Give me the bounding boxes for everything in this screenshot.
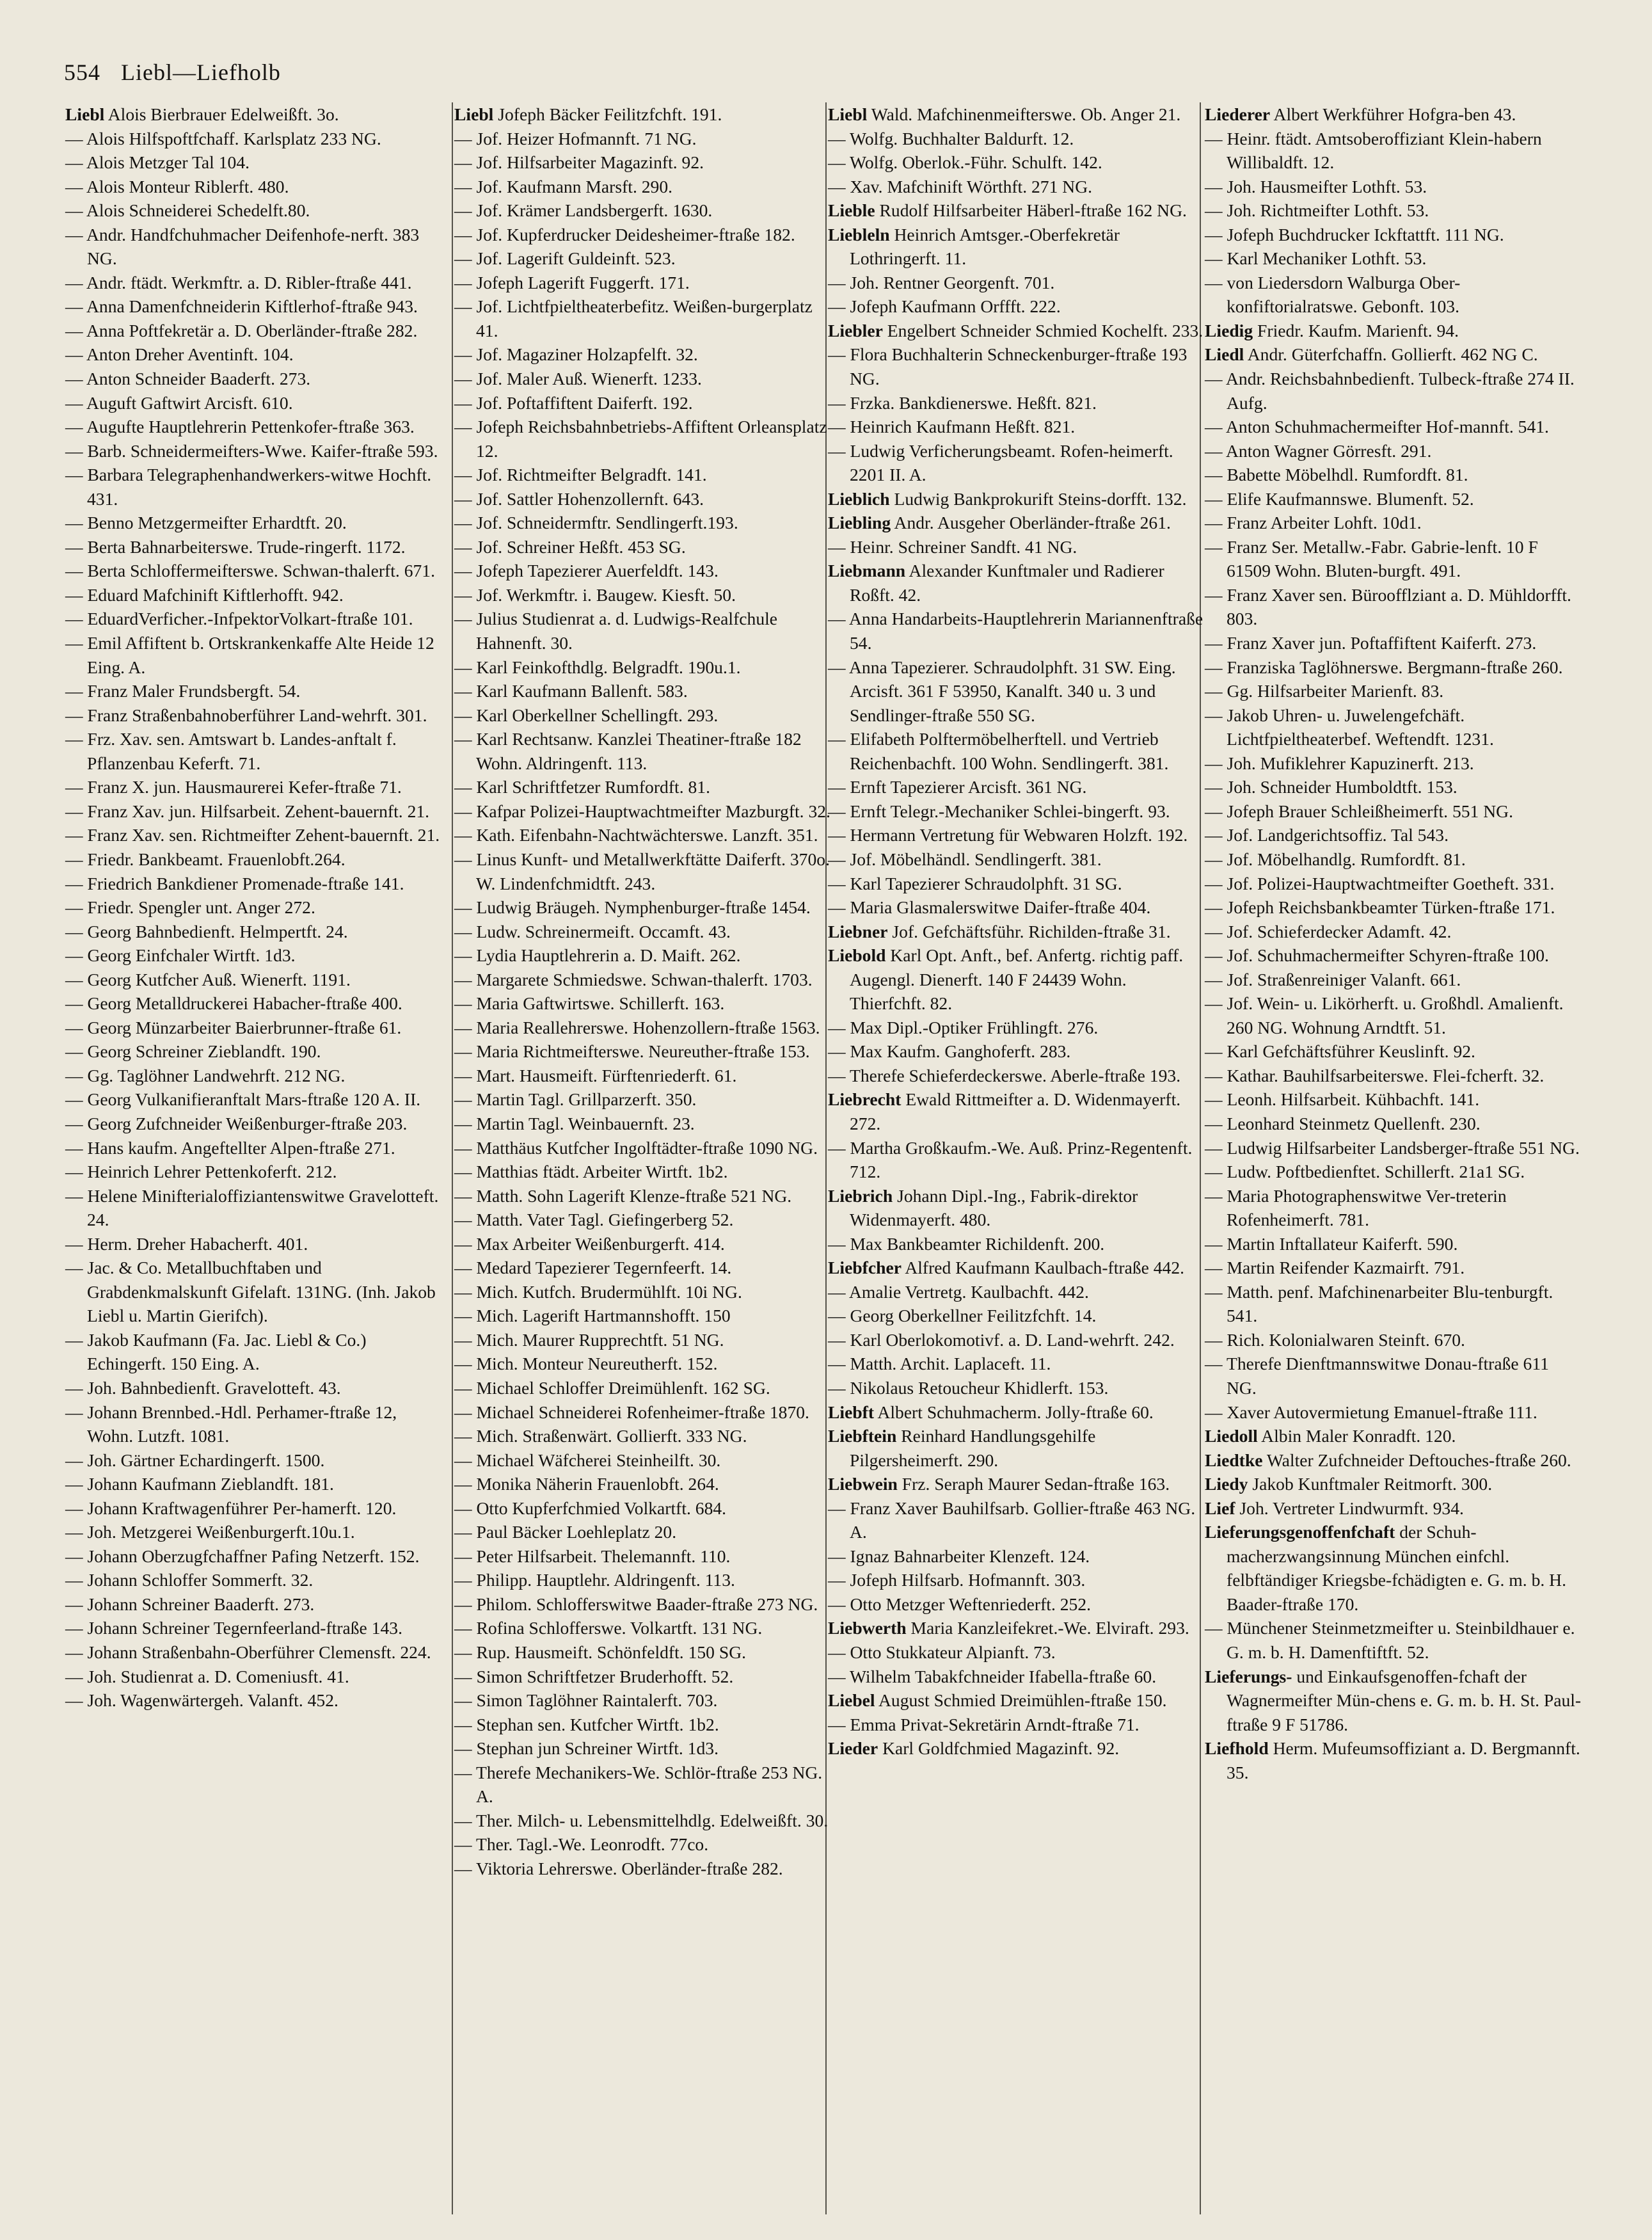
directory-entry: Liebrich Johann Dipl.-Ing., Fabrik-direktor Widenmayerft. 480. bbox=[828, 1185, 1138, 1230]
directory-entry: — Jof. Hilfsarbeiter Magazinft. 92. bbox=[454, 152, 704, 173]
directory-entry: — Franz Xaver Bauhilfsarb. Gollier-ftraße 463 NG. A. bbox=[828, 1498, 1196, 1542]
directory-entry: Liebwein Frz. Seraph Maurer Sedan-ftraße 163. bbox=[828, 1474, 1170, 1494]
directory-entry: — Ludw. Poftbedienftet. Schillerft. 21a1 SG. bbox=[1205, 1162, 1525, 1182]
directory-entry: — Ludwig Verficherungsbeamt. Rofen-heimerft. 2201 II. A. bbox=[828, 440, 1173, 485]
directory-entry: — Karl Rechtsanw. Kanzlei Theatiner-ftraße 182 Wohn. Aldringenft. 113. bbox=[454, 729, 802, 773]
directory-entry: — Jof. Schuhmachermeifter Schyren-ftraße 100. bbox=[1205, 945, 1549, 966]
surname-heading: Liebftein bbox=[828, 1426, 897, 1446]
directory-entry: — Franz Xav. sen. Richtmeifter Zehent-bauernft. 21. bbox=[65, 825, 440, 845]
directory-entry: — Andr. Handfchuhmacher Deifenhofe-nerft. 383 NG. bbox=[65, 224, 420, 269]
directory-entry: Liebleln Heinrich Amtsger.-Oberfekretär Lothringerft. 11. bbox=[828, 224, 1120, 269]
directory-entry: — Jof. Poftaffiftent Daiferft. 192. bbox=[454, 392, 693, 413]
directory-entry: — Simon Schriftfetzer Bruderhofft. 52. bbox=[454, 1666, 734, 1686]
directory-entry: — Therefe Dienftmannswitwe Donau-ftraße 611 NG. bbox=[1205, 1354, 1549, 1398]
directory-entry: — Ther. Milch- u. Lebensmittelhdlg. Edelweißft. 30. bbox=[454, 1810, 829, 1830]
directory-entry: — Joh. Schneider Humboldtft. 153. bbox=[1205, 777, 1457, 797]
directory-entry: — Gg. Hilfsarbeiter Marienft. 83. bbox=[1205, 681, 1444, 701]
directory-entry: Liebwerth Maria Kanzleifekret.-We. Elviraft. 293. bbox=[828, 1618, 1189, 1638]
directory-entry: — Kafpar Polizei-Hauptwachtmeifter Mazburgft. 32. bbox=[454, 801, 830, 821]
directory-entry: — Joh. Gärtner Echardingerft. 1500. bbox=[65, 1450, 325, 1470]
directory-entry: — Ther. Tagl.-We. Leonrodft. 77co. bbox=[454, 1834, 709, 1855]
directory-entry: — Jof. Krämer Landsbergerft. 1630. bbox=[454, 200, 713, 221]
surname-heading: Liebrich bbox=[828, 1185, 893, 1206]
directory-entry: — Anna Tapezierer. Schraudolphft. 31 SW. Eing. Arcisft. 361 F 53950, Kanalft. 340 u. 3 und Sendlinger-ftraße 550 SG. bbox=[828, 657, 1176, 725]
directory-entry: Liebold Karl Opt. Anft., bef. Anfertg. richtig paff. Augengl. Dienerft. 140 F 24439 Wohn. Thierfchft. 82. bbox=[828, 945, 1184, 1014]
directory-entry: — Auguft Gaftwirt Arcisft. 610. bbox=[65, 392, 293, 413]
directory-entry: — Xav. Mafchinift Wörthft. 271 NG. bbox=[828, 176, 1093, 196]
surname-heading: Liebold bbox=[828, 945, 886, 966]
directory-entry: — Friedr. Spengler unt. Anger 272. bbox=[65, 897, 315, 918]
directory-entry: Lieder Karl Goldfchmied Magazinft. 92. bbox=[828, 1738, 1120, 1759]
directory-entry: — Joh. Richtmeifter Lothft. 53. bbox=[1205, 200, 1429, 221]
directory-entry: — Max Bankbeamter Richildenft. 200. bbox=[828, 1233, 1105, 1254]
directory-entry: — Jof. Polizei-Hauptwachtmeifter Goetheft. 331. bbox=[1205, 873, 1555, 893]
directory-entry: — Max Kaufm. Ganghoferft. 283. bbox=[828, 1041, 1071, 1062]
directory-entry: — Leonhard Steinmetz Quellenft. 230. bbox=[1205, 1113, 1481, 1133]
surname-heading: Liebel bbox=[828, 1690, 875, 1711]
directory-entry: — von Liedersdorn Walburga Ober-konfiftorialratswe. Gebonft. 103. bbox=[1205, 272, 1461, 317]
directory-entry: — Jof. Maler Auß. Wienerft. 1233. bbox=[454, 369, 702, 389]
directory-entry: — Heinr. ftädt. Amtsoberoffiziant Klein-habern Willibaldft. 12. bbox=[1205, 128, 1542, 173]
directory-entry: — Heinrich Kaufmann Heßft. 821. bbox=[828, 417, 1076, 437]
page-number: 554 bbox=[64, 60, 100, 85]
directory-entry: — Jof. Möbelhandlg. Rumfordft. 81. bbox=[1205, 849, 1466, 869]
directory-entry: Liedig Friedr. Kaufm. Marienft. 94. bbox=[1205, 320, 1459, 340]
directory-entry: — Anton Schuhmachermeifter Hof-mannft. 541. bbox=[1205, 417, 1549, 437]
directory-entry: — Jof. Richtmeifter Belgradft. 141. bbox=[454, 465, 707, 485]
directory-entry: — Otto Kupferfchmied Volkartft. 684. bbox=[454, 1498, 727, 1518]
surname-heading: Liedoll bbox=[1205, 1426, 1258, 1446]
surname-heading: Liefhold bbox=[1205, 1738, 1269, 1759]
surname-heading: Liebft bbox=[828, 1402, 875, 1422]
directory-entry: — Monika Näherin Frauenlobft. 264. bbox=[454, 1474, 719, 1494]
directory-entry: — Rup. Hausmeift. Schönfeldft. 150 SG. bbox=[454, 1642, 747, 1662]
directory-entry: — Johann Schreiner Tegernfeerland-ftraße 143. bbox=[65, 1618, 402, 1638]
directory-entry: — Jof. Kaufmann Marsft. 290. bbox=[454, 176, 673, 196]
directory-entry: — Jofeph Buchdrucker Ickftattft. 111 NG. bbox=[1205, 224, 1504, 244]
directory-entry: — Franziska Taglöhnerswe. Bergmann-ftraße 260. bbox=[1205, 657, 1563, 677]
directory-entry: — Martin Tagl. Grillparzerft. 350. bbox=[454, 1089, 697, 1110]
directory-entry: — Joh. Mufiklehrer Kapuzinerft. 213. bbox=[1205, 753, 1474, 773]
directory-entry: — Ludwig Bräugeh. Nymphenburger-ftraße 1454. bbox=[454, 897, 811, 918]
surname-heading: Liebleln bbox=[828, 224, 890, 244]
surname-heading: Lieble bbox=[828, 200, 875, 221]
directory-entry: — Karl Oberlokomotivf. a. D. Land-wehrft. 242. bbox=[828, 1329, 1175, 1350]
directory-entry: — Matth. Archit. Laplaceft. 11. bbox=[828, 1354, 1051, 1374]
directory-entry: — Peter Hilfsarbeit. Thelemannft. 110. bbox=[454, 1546, 731, 1566]
directory-entry: — EduardVerficher.-InfpektorVolkart-ftraße 101. bbox=[65, 609, 413, 629]
page-title: Liebl—Liefholb bbox=[121, 60, 281, 85]
directory-entry: — Frz. Xav. sen. Amtswart b. Landes-anftalt f. Pflanzenbau Keferft. 71. bbox=[65, 729, 397, 773]
directory-entry: — Kath. Eifenbahn-Nachtwächterswe. Lanzft. 351. bbox=[454, 825, 818, 845]
surname-heading: Liebler bbox=[828, 320, 883, 340]
directory-entry: — Philipp. Hauptlehr. Aldringenft. 113. bbox=[454, 1570, 735, 1590]
directory-entry: — Eduard Mafchinift Kiftlerhofft. 942. bbox=[65, 584, 344, 605]
directory-entry: — Jof. Werkmftr. i. Baugew. Kiesft. 50. bbox=[454, 584, 736, 605]
directory-entry: — Flora Buchhalterin Schneckenburger-ftraße 193 NG. bbox=[828, 344, 1187, 389]
directory-entry: Liedl Andr. Güterfchaffn. Gollierft. 462 NG C. bbox=[1205, 344, 1538, 365]
directory-entry: — Ludwig Hilfsarbeiter Landsberger-ftraße 551 NG. bbox=[1205, 1137, 1580, 1158]
directory-entry: — Alois Hilfspoftfchaff. Karlsplatz 233 NG. bbox=[65, 128, 381, 148]
directory-entry: Liebl Alois Bierbrauer Edelweißft. 3o. bbox=[65, 104, 339, 124]
directory-entry: — Franz Maler Frundsbergft. 54. bbox=[65, 681, 301, 701]
directory-entry: — Herm. Dreher Habacherft. 401. bbox=[65, 1233, 308, 1254]
directory-entry: — Mich. Kutfch. Brudermühlft. 10i NG. bbox=[454, 1281, 742, 1302]
directory-entry: — Karl Tapezierer Schraudolphft. 31 SG. bbox=[828, 873, 1122, 893]
directory-entry: — Mich. Straßenwärt. Gollierft. 333 NG. bbox=[454, 1426, 747, 1446]
directory-entry: — Barbara Telegraphenhandwerkers-witwe Hochft. 431. bbox=[65, 465, 432, 509]
directory-entry: — Münchener Steinmetzmeifter u. Steinbildhauer e. G. m. b. H. Damenftiftft. 52. bbox=[1205, 1618, 1575, 1662]
directory-entry: — Leonh. Hilfsarbeit. Kühbachft. 141. bbox=[1205, 1089, 1480, 1110]
directory-entry: — Johann Kaufmann Zieblandft. 181. bbox=[65, 1474, 334, 1494]
directory-entry: Liebftein Reinhard Handlungsgehilfe Pilgersheimerft. 290. bbox=[828, 1426, 1096, 1470]
directory-entry: — Max Dipl.-Optiker Frühlingft. 276. bbox=[828, 1017, 1099, 1037]
directory-entry: — Anton Wagner Görresft. 291. bbox=[1205, 440, 1432, 461]
directory-entry: — Martha Großkaufm.-We. Auß. Prinz-Regentenft. 712. bbox=[828, 1137, 1193, 1182]
directory-entry: — Babette Möbelhdl. Rumfordft. 81. bbox=[1205, 465, 1468, 485]
directory-entry: — Georg Schreiner Zieblandft. 190. bbox=[65, 1041, 321, 1062]
directory-entry: — Emma Privat-Sekretärin Arndt-ftraße 71. bbox=[828, 1714, 1140, 1734]
directory-entry: — Michael Schneiderei Rofenheimer-ftraße 1870. bbox=[454, 1402, 809, 1422]
directory-entry: — Jofeph Tapezierer Auerfeldft. 143. bbox=[454, 561, 719, 581]
directory-entry: — Joh. Studienrat a. D. Comeniusft. 41. bbox=[65, 1666, 349, 1686]
directory-entry: — Therefe Mechanikers-We. Schlör-ftraße 253 NG. A. bbox=[454, 1762, 823, 1807]
directory-entry: — Maria Glasmalerswitwe Daifer-ftraße 404. bbox=[828, 897, 1151, 918]
directory-entry: — Georg Kutfcher Auß. Wienerft. 1191. bbox=[65, 969, 351, 989]
directory-entry: — Augufte Hauptlehrerin Pettenkofer-ftraße 363. bbox=[65, 417, 415, 437]
directory-entry: — Jof. Straßenreiniger Valanft. 661. bbox=[1205, 969, 1461, 989]
directory-entry: — Martin Reifender Kazmairft. 791. bbox=[1205, 1258, 1465, 1278]
directory-entry: Liebfcher Alfred Kaufmann Kaulbach-ftraße 442. bbox=[828, 1258, 1185, 1278]
directory-entry: Liederer Albert Werkführer Hofgra-ben 43. bbox=[1205, 104, 1516, 124]
directory-entry: — Hermann Vertretung für Webwaren Holzft. 192. bbox=[828, 825, 1188, 845]
directory-entry: — Georg Zufchneider Weißenburger-ftraße 203. bbox=[65, 1113, 408, 1133]
surname-heading: Liebwein bbox=[828, 1474, 898, 1494]
directory-entry: — Karl Mechaniker Lothft. 53. bbox=[1205, 248, 1427, 269]
directory-entry: — Mich. Monteur Neureutherft. 152. bbox=[454, 1354, 718, 1374]
directory-entry: — Matthias ftädt. Arbeiter Wirtft. 1b2. bbox=[454, 1162, 728, 1182]
directory-entry: — Hans kaufm. Angeftellter Alpen-ftraße 271. bbox=[65, 1137, 395, 1158]
directory-entry: — Heinrich Lehrer Pettenkoferft. 212. bbox=[65, 1162, 337, 1182]
directory-entry: — Jofeph Brauer Schleißheimerft. 551 NG. bbox=[1205, 801, 1514, 821]
directory-entry: Liebner Jof. Gefchäftsführ. Richilden-ftraße 31. bbox=[828, 921, 1171, 941]
directory-entry: — Wolfg. Oberlok.-Führ. Schulft. 142. bbox=[828, 152, 1102, 173]
directory-entry: — Jof. Magaziner Holzapfelft. 32. bbox=[454, 344, 698, 365]
surname-heading: Lief bbox=[1205, 1498, 1235, 1518]
directory-entry: Liebl Wald. Mafchinenmeifterswe. Ob. Anger 21. bbox=[828, 104, 1181, 124]
directory-entry: — Jof. Sattler Hohenzollernft. 643. bbox=[454, 488, 704, 509]
directory-entry: Lieble Rudolf Hilfsarbeiter Häberl-ftraße 162 NG. bbox=[828, 200, 1187, 221]
surname-heading: Lieferungsgenoffenfchaft bbox=[1205, 1522, 1395, 1542]
directory-entry: — Benno Metzgermeifter Erhardtft. 20. bbox=[65, 513, 347, 533]
directory-entry: — Barb. Schneidermeifters-Wwe. Kaifer-ftraße 593. bbox=[65, 440, 438, 461]
surname-heading: Liebl bbox=[454, 104, 494, 124]
directory-entry: — Gg. Taglöhner Landwehrft. 212 NG. bbox=[65, 1065, 345, 1085]
directory-entry: — Jof. Heizer Hofmannft. 71 NG. bbox=[454, 128, 697, 148]
surname-heading: Lieferungs- bbox=[1205, 1666, 1292, 1686]
directory-entry: — Karl Kaufmann Ballenft. 583. bbox=[454, 681, 688, 701]
directory-entry: — Matth. Vater Tagl. Giefingerberg 52. bbox=[454, 1210, 734, 1230]
surname-heading: Liebner bbox=[828, 921, 888, 941]
directory-entry: — Jofeph Hilfsarb. Hofmannft. 303. bbox=[828, 1570, 1086, 1590]
directory-entry: — Jofeph Kaufmann Orffft. 222. bbox=[828, 296, 1061, 317]
directory-entry: — Jofeph Reichsbankbeamter Türken-ftraße 171. bbox=[1205, 897, 1555, 918]
directory-entry: — Anna Poftfekretär a. D. Oberländer-ftraße 282. bbox=[65, 320, 418, 340]
directory-entry: — Joh. Bahnbedienft. Gravelotteft. 43. bbox=[65, 1377, 341, 1398]
directory-column-2 bbox=[452, 102, 832, 1880]
directory-entry: — Franz Xav. jun. Hilfsarbeit. Zehent-bauernft. 21. bbox=[65, 801, 430, 821]
directory-entry: Lieblich Ludwig Bankprokurift Steins-dorfft. 132. bbox=[828, 488, 1187, 509]
directory-entry: Liebling Andr. Ausgeher Oberländer-ftraße 261. bbox=[828, 513, 1171, 533]
page-header bbox=[64, 59, 295, 86]
directory-entry: — Andr. ftädt. Werkmftr. a. D. Ribler-ftraße 441. bbox=[65, 272, 412, 292]
directory-entry: — Georg Einfchaler Wirtft. 1d3. bbox=[65, 945, 296, 966]
directory-entry: — Mart. Hausmeift. Fürftenriederft. 61. bbox=[454, 1065, 737, 1085]
directory-entry: — Johann Kraftwagenführer Per-hamerft. 120. bbox=[65, 1498, 397, 1518]
directory-entry: — Anton Schneider Baaderft. 273. bbox=[65, 369, 311, 389]
directory-entry: — Wolfg. Buchhalter Baldurft. 12. bbox=[828, 128, 1074, 148]
directory-entry: — Otto Metzger Weftenriederft. 252. bbox=[828, 1594, 1092, 1614]
directory-entry: Liebl Jofeph Bäcker Feilitzfchft. 191. bbox=[454, 104, 722, 124]
directory-entry: — Paul Bäcker Loehleplatz 20. bbox=[454, 1522, 677, 1542]
directory-entry: — Georg Metalldruckerei Habacher-ftraße 400. bbox=[65, 993, 402, 1014]
directory-entry: — Rofina Schlofferswe. Volkartft. 131 NG. bbox=[454, 1618, 763, 1638]
directory-entry: — Jof. Möbelhändl. Sendlingerft. 381. bbox=[828, 849, 1102, 869]
directory-column-4 bbox=[1200, 102, 1582, 1784]
directory-entry: — Johann Straßenbahn-Oberführer Clemensft. 224. bbox=[65, 1642, 431, 1662]
directory-entry: — Jof. Schneidermftr. Sendlingerft.193. bbox=[454, 513, 738, 533]
directory-entry: — Jof. Schieferdecker Adamft. 42. bbox=[1205, 921, 1452, 941]
directory-entry: — Julius Studienrat a. d. Ludwigs-Realfchule Hahnenft. 30. bbox=[454, 609, 778, 653]
directory-entry: — Matth. Sohn Lagerift Klenze-ftraße 521 NG. bbox=[454, 1185, 792, 1206]
directory-entry: — Michael Schloffer Dreimühlenft. 162 SG. bbox=[454, 1377, 770, 1398]
directory-entry: — Nikolaus Retoucheur Khidlerft. 153. bbox=[828, 1377, 1109, 1398]
surname-heading: Liedl bbox=[1205, 344, 1244, 365]
directory-entry: — Maria Reallehrerswe. Hohenzollern-ftraße 1563. bbox=[454, 1017, 820, 1037]
directory-entry: — Martin Inftallateur Kaiferft. 590. bbox=[1205, 1233, 1458, 1254]
directory-entry: — Johann Brennbed.-Hdl. Perhamer-ftraße 12, Wohn. Lutzft. 1081. bbox=[65, 1402, 397, 1446]
directory-entry: — Lydia Hauptlehrerin a. D. Maift. 262. bbox=[454, 945, 741, 966]
surname-heading: Lieblich bbox=[828, 488, 890, 509]
directory-entry: — Ignaz Bahnarbeiter Klenzeft. 124. bbox=[828, 1546, 1090, 1566]
directory-entry: — Amalie Vertretg. Kaulbachft. 442. bbox=[828, 1281, 1089, 1302]
directory-entry: — Ernft Telegr.-Mechaniker Schlei-bingerft. 93. bbox=[828, 801, 1170, 821]
directory-entry: — Jof. Kupferdrucker Deidesheimer-ftraße 182. bbox=[454, 224, 795, 244]
directory-entry: — Franz Straßenbahnoberführer Land-wehrft. 301. bbox=[65, 705, 427, 725]
directory-column-3 bbox=[825, 102, 1205, 1761]
directory-entry: — Jof. Lichtfpieltheaterbefitz. Weißen-burgerplatz 41. bbox=[454, 296, 813, 340]
directory-entry: — Berta Schloffermeifterswe. Schwan-thalerft. 671. bbox=[65, 561, 435, 581]
directory-entry: — Jakob Kaufmann (Fa. Jac. Liebl & Co.) Echingerft. 150 Eing. A. bbox=[65, 1329, 367, 1374]
directory-entry: — Joh. Hausmeifter Lothft. 53. bbox=[1205, 176, 1427, 196]
surname-heading: Liebwerth bbox=[828, 1618, 907, 1638]
directory-entry: — Margarete Schmiedswe. Schwan-thalerft. 1703. bbox=[454, 969, 813, 989]
directory-entry: Liedoll Albin Maler Konradft. 120. bbox=[1205, 1426, 1456, 1446]
directory-entry: — Joh. Rentner Georgenft. 701. bbox=[828, 272, 1055, 292]
directory-entry: — Georg Vulkanifieranftalt Mars-ftraße 120 A. II. bbox=[65, 1089, 421, 1110]
directory-entry: — Mich. Maurer Rupprechtft. 51 NG. bbox=[454, 1329, 724, 1350]
directory-entry: — Mich. Lagerift Hartmannshofft. 150 bbox=[454, 1306, 731, 1326]
directory-entry: — Elife Kaufmannswe. Blumenft. 52. bbox=[1205, 488, 1474, 509]
directory-entry: — Maria Richtmeifterswe. Neureuther-ftraße 153. bbox=[454, 1041, 810, 1062]
directory-entry: — Rich. Kolonialwaren Steinft. 670. bbox=[1205, 1329, 1465, 1350]
directory-entry: — Medard Tapezierer Tegernfeerft. 14. bbox=[454, 1258, 732, 1278]
directory-entry: Lieferungsgenoffenfchaft der Schuh-macherzwangsinnung München einfchl. felbftändiger Kriegsbe-fchädigten e. G. m. b. H. Baader-ftraße 170. bbox=[1205, 1522, 1566, 1614]
directory-entry: — Wilhelm Tabakfchneider Ifabella-ftraße 60. bbox=[828, 1666, 1157, 1686]
directory-entry: — Martin Tagl. Weinbauernft. 23. bbox=[454, 1113, 695, 1133]
directory-entry: — Johann Oberzugfchaffner Pafing Netzerft. 152. bbox=[65, 1546, 420, 1566]
directory-entry: Liedy Jakob Kunftmaler Reitmorft. 300. bbox=[1205, 1474, 1493, 1494]
directory-entry: — Anna Damenfchneiderin Kiftlerhof-ftraße 943. bbox=[65, 296, 418, 317]
directory-entry: Liebler Engelbert Schneider Schmied Kochelft. 233. bbox=[828, 320, 1203, 340]
directory-entry: — Friedr. Bankbeamt. Frauenlobft.264. bbox=[65, 849, 345, 869]
directory-entry: — Maria Photographenswitwe Ver-treterin Rofenheimerft. 781. bbox=[1205, 1185, 1507, 1230]
surname-heading: Liebfcher bbox=[828, 1258, 901, 1278]
directory-entry: — Xaver Autovermietung Emanuel-ftraße 111. bbox=[1205, 1402, 1537, 1422]
directory-entry: — Karl Oberkellner Schellingft. 293. bbox=[454, 705, 719, 725]
directory-entry: — Stephan sen. Kutfcher Wirtft. 1b2. bbox=[454, 1714, 719, 1734]
directory-entry: — Jof. Landgerichtsoffiz. Tal 543. bbox=[1205, 825, 1449, 845]
directory-entry: Lieferungs- und Einkaufsgenoffen-fchaft der Wagnermeifter Mün-chens e. G. m. b. H. St. Paul-ftraße 9 F 51786. bbox=[1205, 1666, 1582, 1734]
directory-entry: — Johann Schloffer Sommerft. 32. bbox=[65, 1570, 314, 1590]
directory-entry: — Alois Schneiderei Schedelft.80. bbox=[65, 200, 310, 221]
surname-heading: Liedy bbox=[1205, 1474, 1248, 1494]
directory-entry: — Jakob Uhren- u. Juwelengefchäft. Lichtfpieltheaterbef. Weftendft. 1231. bbox=[1205, 705, 1494, 749]
directory-entry: — Georg Münzarbeiter Baierbrunner-ftraße 61. bbox=[65, 1017, 402, 1037]
directory-entry: — Johann Schreiner Baaderft. 273. bbox=[65, 1594, 315, 1614]
directory-entry: Liefhold Herm. Mufeumsoffiziant a. D. Bergmannft. 35. bbox=[1205, 1738, 1580, 1782]
directory-entry: — Georg Bahnbedienft. Helmpertft. 24. bbox=[65, 921, 348, 941]
directory-entry: Liebmann Alexander Kunftmaler und Radierer Roßft. 42. bbox=[828, 561, 1164, 605]
directory-entry: — Philom. Schlofferswitwe Baader-ftraße 273 NG. bbox=[454, 1594, 818, 1614]
directory-column-1 bbox=[65, 102, 443, 1713]
directory-entry: Lief Joh. Vertreter Lindwurmft. 934. bbox=[1205, 1498, 1464, 1518]
surname-heading: Liebl bbox=[828, 104, 868, 124]
directory-entry: — Franz Xaver jun. Poftaffiftent Kaiferft. 273. bbox=[1205, 633, 1537, 653]
directory-entry: — Friedrich Bankdiener Promenade-ftraße 141. bbox=[65, 873, 404, 893]
directory-entry: — Viktoria Lehrerswe. Oberländer-ftraße 282. bbox=[454, 1858, 783, 1878]
directory-entry: — Franz Arbeiter Lohft. 10d1. bbox=[1205, 513, 1422, 533]
directory-entry: — Simon Taglöhner Raintalerft. 703. bbox=[454, 1690, 718, 1711]
directory-entry: — Franz Ser. Metallw.-Fabr. Gabrie-lenft. 10 F 61509 Wohn. Bluten-burgft. 491. bbox=[1205, 536, 1538, 581]
directory-entry: — Karl Schriftfetzer Rumfordft. 81. bbox=[454, 777, 710, 797]
surname-heading: Liederer bbox=[1205, 104, 1271, 124]
directory-entry: — Ernft Tapezierer Arcisft. 361 NG. bbox=[828, 777, 1087, 797]
surname-heading: Liebmann bbox=[828, 561, 906, 581]
surname-heading: Liebrecht bbox=[828, 1089, 901, 1110]
directory-entry: — Linus Kunft- und Metallwerkftätte Daiferft. 370o. W. Lindenfchmidtft. 243. bbox=[454, 849, 830, 893]
directory-entry: — Stephan jun Schreiner Wirtft. 1d3. bbox=[454, 1738, 719, 1759]
surname-heading: Liebl bbox=[65, 104, 105, 124]
directory-entry: — Jofeph Reichsbahnbetriebs-Affiftent Orleansplatz 12. bbox=[454, 417, 827, 461]
directory-entry: — Jof. Wein- u. Likörherft. u. Großhdl. Amalienft. 260 NG. Wohnung Arndtft. 51. bbox=[1205, 993, 1564, 1037]
directory-entry: Liedtke Walter Zufchneider Deftouches-ftraße 260. bbox=[1205, 1450, 1571, 1470]
directory-entry: — Matthäus Kutfcher Ingolftädter-ftraße 1090 NG. bbox=[454, 1137, 818, 1158]
directory-entry: — Franz X. jun. Hausmaurerei Kefer-ftraße 71. bbox=[65, 777, 402, 797]
directory-entry: — Karl Feinkofthdlg. Belgradft. 190u.1. bbox=[454, 657, 741, 677]
directory-entry: — Andr. Reichsbahnbedienft. Tulbeck-ftraße 274 II. Aufg. bbox=[1205, 369, 1575, 413]
directory-entry: — Anton Dreher Aventinft. 104. bbox=[65, 344, 294, 365]
directory-entry: — Michael Wäfcherei Steinheilft. 30. bbox=[454, 1450, 721, 1470]
directory-entry: Liebft Albert Schuhmacherm. Jolly-ftraße 60. bbox=[828, 1402, 1154, 1422]
directory-entry: — Alois Monteur Riblerft. 480. bbox=[65, 176, 289, 196]
directory-entry: — Elifabeth Polftermöbelherftell. und Vertrieb Reichenbachft. 100 Wohn. Sendlingerft. 381. bbox=[828, 729, 1169, 773]
surname-heading: Liedtke bbox=[1205, 1450, 1263, 1470]
directory-entry: — Berta Bahnarbeiterswe. Trude-ringerft. 1172. bbox=[65, 536, 406, 557]
directory-entry: Liebel August Schmied Dreimühlen-ftraße 150. bbox=[828, 1690, 1167, 1711]
directory-entry: — Otto Stukkateur Alpianft. 73. bbox=[828, 1642, 1056, 1662]
directory-entry: — Kathar. Bauhilfsarbeiterswe. Flei-fcherft. 32. bbox=[1205, 1065, 1545, 1085]
directory-entry: — Jofeph Lagerift Fuggerft. 171. bbox=[454, 272, 690, 292]
directory-entry: — Max Arbeiter Weißenburgerft. 414. bbox=[454, 1233, 725, 1254]
directory-entry: — Ludw. Schreinermeift. Occamft. 43. bbox=[454, 921, 731, 941]
directory-entry: — Jac. & Co. Metallbuchftaben und Grabdenkmalskunft Gifelaft. 131NG. (Inh. Jakob Liebl u. Martin Gierifch). bbox=[65, 1258, 436, 1326]
directory-entry: — Therefe Schieferdeckerswe. Aberle-ftraße 193. bbox=[828, 1065, 1181, 1085]
surname-heading: Lieder bbox=[828, 1738, 878, 1759]
directory-entry: — Georg Oberkellner Feilitzfchft. 14. bbox=[828, 1306, 1097, 1326]
directory-entry: — Alois Metzger Tal 104. bbox=[65, 152, 250, 173]
directory-entry: — Maria Gaftwirtswe. Schillerft. 163. bbox=[454, 993, 725, 1014]
directory-entry: — Joh. Wagenwärtergeh. Valanft. 452. bbox=[65, 1690, 338, 1711]
directory-entry: — Franz Xaver sen. Büroofflziant a. D. Mühldorfft. 803. bbox=[1205, 584, 1571, 629]
directory-entry: — Frzka. Bankdienerswe. Heßft. 821. bbox=[828, 392, 1097, 413]
directory-entry: — Helene Minifterialoffiziantenswitwe Gravelotteft. 24. bbox=[65, 1185, 439, 1230]
directory-entry: Liebrecht Ewald Rittmeifter a. D. Widenmayerft. 272. bbox=[828, 1089, 1181, 1133]
directory-entry: — Jof. Lagerift Guldeinft. 523. bbox=[454, 248, 676, 269]
surname-heading: Liedig bbox=[1205, 320, 1253, 340]
directory-entry: — Matth. penf. Mafchinenarbeiter Blu-tenburgft. 541. bbox=[1205, 1281, 1553, 1326]
directory-entry: — Karl Gefchäftsführer Keuslinft. 92. bbox=[1205, 1041, 1475, 1062]
directory-entry: — Anna Handarbeits-Hauptlehrerin Mariannenftraße 54. bbox=[828, 609, 1203, 653]
surname-heading: Liebling bbox=[828, 513, 891, 533]
directory-entry: — Jof. Schreiner Heßft. 453 SG. bbox=[454, 536, 686, 557]
directory-entry: — Emil Affiftent b. Ortskrankenkaffe Alte Heide 12 Eing. A. bbox=[65, 633, 434, 677]
directory-entry: — Heinr. Schreiner Sandft. 41 NG. bbox=[828, 536, 1077, 557]
directory-entry: — Joh. Metzgerei Weißenburgerft.10u.1. bbox=[65, 1522, 355, 1542]
